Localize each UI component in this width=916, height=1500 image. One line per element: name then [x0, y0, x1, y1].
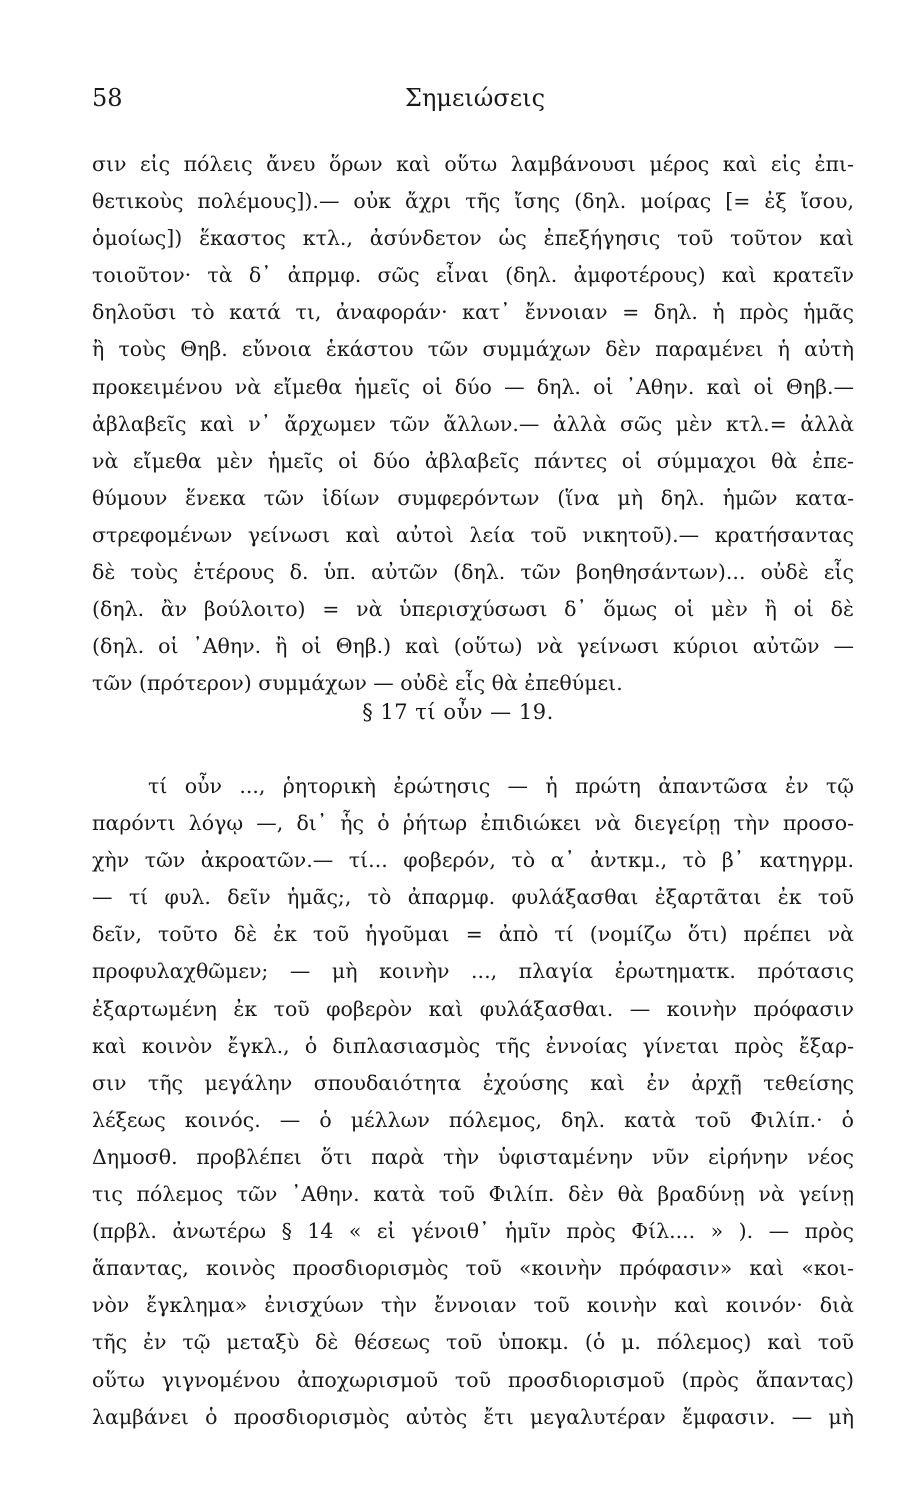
- text-line: — τί φυλ. δεῖν ἡμᾶς;, τὸ ἀπαρμφ. φυλάξασθαι ἐξαρτᾶται ἐκ τοῦ: [92, 885, 854, 910]
- text-line: θύμουν ἕνεκα τῶν ἰδίων συμφερόντων (ἵνα μὴ δηλ. ἡμῶν κατα-: [92, 485, 854, 510]
- text-line: λαμβάνει ὁ προσδιορισμὸς αὐτὸς ἔτι μεγαλυτέραν ἔμφασιν. — μὴ: [92, 1404, 854, 1429]
- text-line: (δηλ. ἂν βούλοιτο) = νὰ ὑπερισχύσωσι δ᾽ ὅμως οἱ μὲν ἢ οἱ δὲ: [92, 597, 854, 622]
- text-line: καὶ κοινὸν ἔγκλ., ὁ διπλασιασμὸς τῆς ἐννοίας γίνεται πρὸς ἔξαρ-: [92, 1033, 854, 1058]
- text-line: Δημοσθ. προβλέπει ὅτι παρὰ τὴν ὑφισταμένην νῦν εἰρήνην νέος: [92, 1144, 854, 1169]
- text-line: ἢ τοὺς Θηβ. εὔνοια ἑκάστου τῶν συμμάχων δὲν παραμένει ἡ αὐτὴ: [92, 337, 854, 362]
- text-line: δὲ τοὺς ἑτέρους δ. ὑπ. αὐτῶν (δηλ. τῶν βοηθησάντων)... οὐδὲ εἷς: [92, 560, 854, 585]
- text-line: λέξεως κοινός. — ὁ μέλλων πόλεμος, δηλ. κατὰ τοῦ Φιλίπ.· ὁ: [92, 1107, 854, 1132]
- text-line: δηλοῦσι τὸ κατά τι, ἀναφοράν· κατ᾽ ἔννοιαν = δηλ. ἡ πρὸς ἡμᾶς: [92, 300, 854, 325]
- text-line: θετικοὺς πολέμους]).— οὐκ ἄχρι τῆς ἴσης (δηλ. μοίρας [= ἐξ ἴσου,: [92, 189, 854, 214]
- text-line: ἀβλαβεῖς καὶ ν᾽ ἄρχωμεν τῶν ἄλλων.— ἀλλὰ σῶς μὲν κτλ.= ἀλλὰ: [92, 411, 854, 436]
- text-line: ὁμοίως]) ἕκαστος κτλ., ἀσύνδετον ὡς ἐπεξήγησις τοῦ τοῦτον καὶ: [92, 226, 854, 251]
- text-line: (δηλ. οἱ ᾽Αθην. ἢ οἱ Θηβ.) καὶ (οὕτω) νὰ γείνωσι κύριοι αὐτῶν —: [92, 634, 854, 659]
- text-line: παρόντι λόγῳ —, δι᾽ ἧς ὁ ῥήτωρ ἐπιδιώκει νὰ διεγείρῃ τὴν προσο-: [92, 811, 854, 836]
- text-line: δεῖν, τοῦτο δὲ ἐκ τοῦ ἡγοῦμαι = ἀπὸ τί (νομίζω ὅτι) πρέπει νὰ: [92, 922, 854, 947]
- page-number: 58: [92, 84, 123, 112]
- text-line: προφυλαχθῶμεν; — μὴ κοινὴν ..., πλαγία ἐρωτηματκ. πρότασις: [92, 959, 854, 984]
- text-line: τῶν (πρότερον) συμμάχων — οὐδὲ εἷς θὰ ἐπεθύμει.: [92, 671, 623, 696]
- text-line: προκειμένου νὰ εἴμεθα ἡμεῖς οἱ δύο — δηλ. οἱ ᾽Αθην. καὶ οἱ Θηβ.—: [92, 374, 854, 399]
- text-line: νὸν ἔγκλημα» ἐνισχύων τὴν ἔννοιαν τοῦ κοινὴν καὶ κοινόν· διὰ: [92, 1293, 854, 1318]
- commentary-paragraph-1: [92, 146, 854, 702]
- text-line: σιν τῆς μεγάλην σπουδαιότητα ἐχούσης καὶ ἐν ἀρχῇ τεθείσης: [92, 1070, 854, 1095]
- text-line: στρεφομένων γείνωσι καὶ αὐτοὶ λεία τοῦ νικητοῦ).— κρατήσαντας: [92, 522, 854, 547]
- text-line: ἅπαντας, κοινὸς προσδιορισμὸς τοῦ «κοινὴν πρόφασιν» καὶ «κοι-: [92, 1256, 854, 1281]
- text-line: τί οὖν ..., ῥητορικὴ ἐρώτησις — ἡ πρώτη ἀπαντῶσα ἐν τῷ: [148, 774, 854, 798]
- commentary-paragraph-2: [92, 768, 854, 1436]
- text-line: (πρβλ. ἀνωτέρω § 14 « εἰ γένοιθ᾽ ἡμῖν πρὸς Φίλ.... » ). — πρὸς: [92, 1219, 854, 1244]
- text-line: τις πόλεμος τῶν ᾽Αθην. κατὰ τοῦ Φιλίπ. δὲν θὰ βραδύνῃ νὰ γείνῃ: [92, 1182, 854, 1207]
- page-header: [0, 84, 916, 124]
- section-heading: § 17 τί οὖν — 19.: [362, 700, 554, 724]
- text-line: τῆς ἐν τῷ μεταξὺ δὲ θέσεως τοῦ ὑποκμ. (ὁ μ. πόλεμος) καὶ τοῦ: [92, 1330, 854, 1355]
- running-title: Σημειώσεις: [405, 84, 546, 112]
- text-line: ἐξαρτωμένη ἐκ τοῦ φοβερὸν καὶ φυλάξασθαι. — κοινὴν πρόφασιν: [92, 996, 854, 1021]
- text-line: οὕτω γιγνομένου ἀποχωρισμοῦ τοῦ προσδιορισμοῦ (πρὸς ἅπαντας): [92, 1367, 854, 1392]
- text-line: χὴν τῶν ἀκροατῶν.— τί... φοβερόν, τὸ α᾽ ἀντκμ., τὸ β᾽ κατηγρμ.: [92, 848, 854, 873]
- text-line: νὰ εἴμεθα μὲν ἡμεῖς οἱ δύο ἀβλαβεῖς πάντες οἱ σύμμαχοι θὰ ἐπε-: [92, 448, 854, 473]
- text-line: σιν εἰς πόλεις ἄνευ ὅρων καὶ οὕτω λαμβάνουσι μέρος καὶ εἰς ἐπι-: [92, 152, 854, 176]
- text-line: τοιοῦτον· τὰ δ᾽ ἀπρμφ. σῶς εἶναι (δηλ. ἀμφοτέρους) καὶ κρατεῖν: [92, 263, 854, 288]
